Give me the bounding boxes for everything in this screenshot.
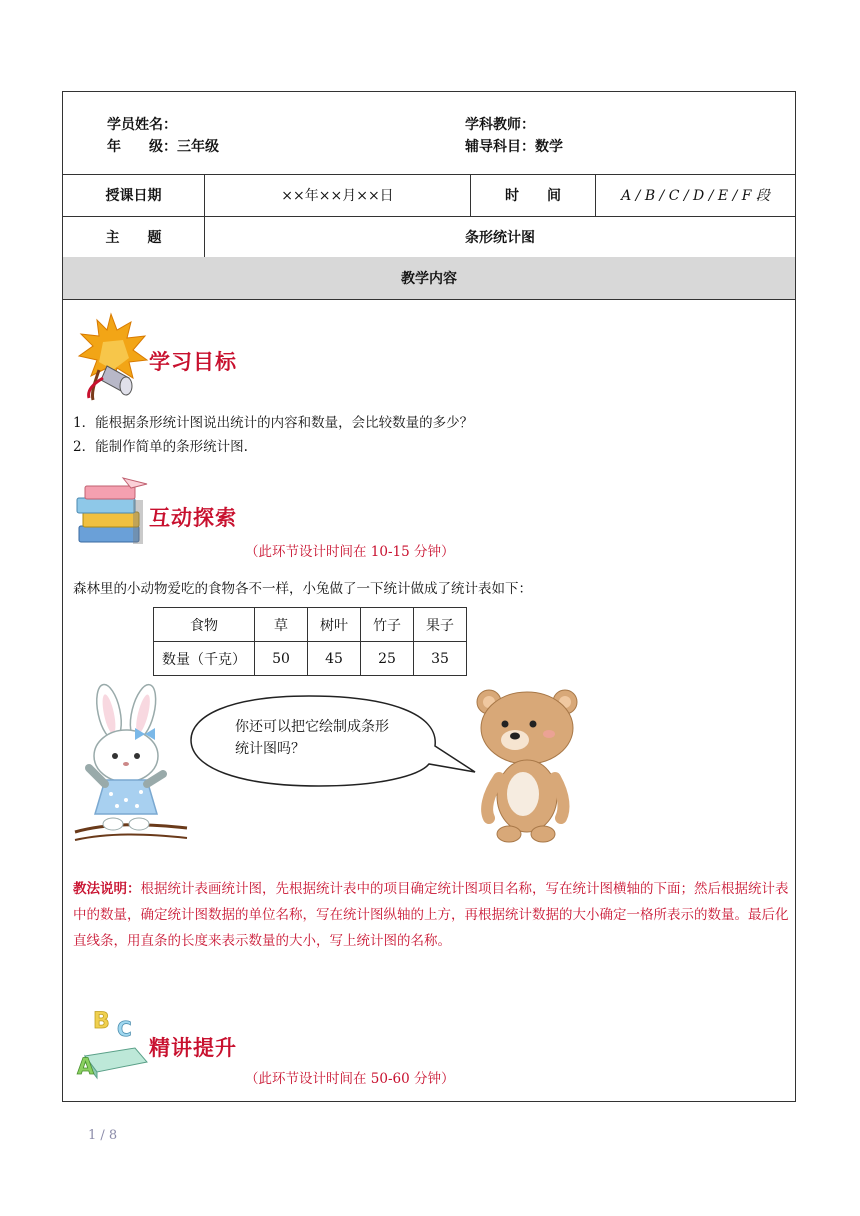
- method-text: 根据统计表画统计图，先根据统计表中的项目确定统计图项目名称，写在统计图横轴的下面；然后根据统计表中的数量，确定统计图数据的单位名称，写在统计图纵轴的上方，再根据统计数据的大小确定一格所表示的数量。最后化直线条，用直条的长度来表示数量的大小，写上统计图的名称。: [73, 881, 789, 949]
- topic-value: 条形统计图: [204, 216, 795, 257]
- time-value: A / B / C / D / E / F 段: [595, 174, 795, 216]
- student-header: [63, 92, 795, 175]
- explore-banner: [73, 474, 253, 554]
- table-header-food: 食物: [154, 608, 255, 642]
- refine-banner: [73, 1002, 253, 1082]
- grade-label: 年 级：三年级: [107, 139, 219, 155]
- speech-text: 你还可以把它绘制成条形统计图吗？: [235, 719, 389, 757]
- topic-label: 主 题: [105, 229, 162, 246]
- refine-time-note: （此环节设计时间在 50-60 分钟）: [245, 1071, 455, 1087]
- svg-text:A: A: [77, 1055, 95, 1080]
- table-header-grass: 草: [255, 608, 308, 642]
- rabbit-illustration: [71, 682, 191, 852]
- explore-title: 互动探索: [149, 506, 237, 530]
- date-value: ××年××月××日: [204, 174, 470, 216]
- goal-item-1: 1．能根据条形统计图说出统计的内容和数量，会比较数量的多少？: [73, 415, 474, 431]
- content-header: 教学内容: [401, 271, 457, 287]
- table-header-bamboo: 竹子: [361, 608, 414, 642]
- table-header-leaves: 树叶: [308, 608, 361, 642]
- table-cell: 50: [255, 642, 308, 676]
- date-label: 授课日期: [105, 188, 162, 204]
- svg-text:C: C: [117, 1017, 132, 1041]
- goal-item-2: 2．能制作简单的条形统计图.: [73, 439, 248, 455]
- explore-time-note: （此环节设计时间在 10-15 分钟）: [245, 544, 455, 560]
- goals-title: 学习目标: [149, 350, 237, 374]
- table-cell: 45: [308, 642, 361, 676]
- date-row: [63, 174, 795, 217]
- maple-leaf-bell-icon: [73, 312, 153, 402]
- table-row-label: 数量（千克）: [154, 642, 255, 676]
- goals-banner: [73, 312, 243, 402]
- refine-title: 精讲提升: [149, 1036, 237, 1060]
- bear-illustration: [465, 686, 585, 846]
- books-icon: [73, 474, 153, 554]
- method-note: [73, 876, 789, 954]
- method-label: 教法说明：: [73, 881, 141, 897]
- table-row: [154, 608, 467, 642]
- abc-book-icon: [73, 1002, 153, 1082]
- svg-text:B: B: [93, 1009, 110, 1034]
- page-number: 1 / 8: [88, 1128, 118, 1143]
- food-table: [153, 607, 467, 676]
- content-header-row: [63, 257, 795, 300]
- lesson-plan-frame: [62, 91, 796, 1102]
- student-name-label: 学员姓名：: [107, 117, 177, 133]
- topic-row: [63, 216, 795, 258]
- subject-label: 辅导科目：数学: [465, 139, 563, 155]
- table-cell: 25: [361, 642, 414, 676]
- teacher-label: 学科教师：: [465, 117, 535, 133]
- table-header-fruit: 果子: [414, 608, 467, 642]
- table-row: [154, 642, 467, 676]
- table-cell: 35: [414, 642, 467, 676]
- explore-intro: 森林里的小动物爱吃的食物各不一样，小兔做了一下统计做成了统计表如下：: [73, 581, 532, 597]
- time-label: 时 间: [470, 174, 595, 216]
